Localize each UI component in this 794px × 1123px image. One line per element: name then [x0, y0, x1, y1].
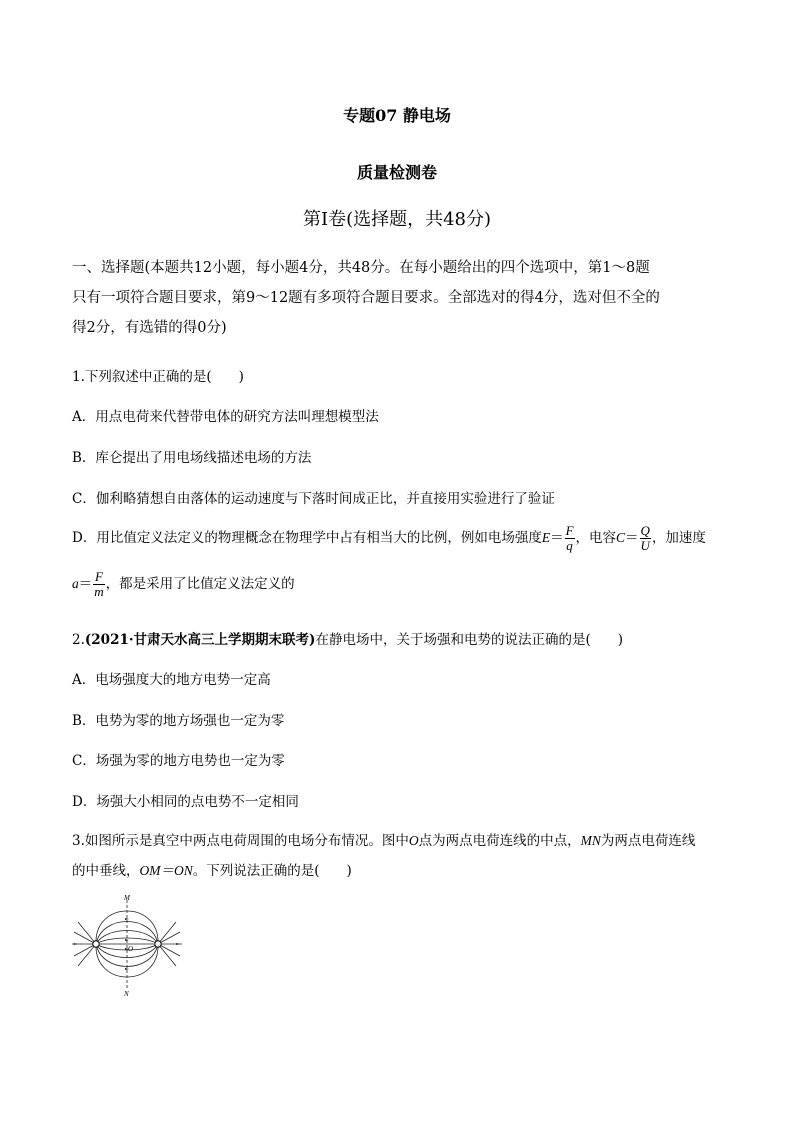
instructions-line: 一、选择题(本题共12小题，每小题4分，共48分。在每小题给出的四个选项中，第1～8题	[72, 260, 650, 276]
symbol-o: O	[408, 833, 419, 848]
section-heading: 第Ⅰ卷(选择题，共48分)	[302, 209, 492, 230]
question-2-option-c: C．场强为零的地方电势也一定为零	[72, 753, 285, 769]
symbol-mn: MN	[580, 833, 601, 848]
question-3-stem-line1	[72, 829, 695, 849]
question-1-option-d	[72, 524, 706, 553]
question-text: 点为两点电荷连线的中点，	[418, 833, 581, 849]
question-2-option-a: A．电场强度大的地方电势一定高	[72, 672, 271, 688]
label-n: N	[124, 990, 129, 998]
question-2-stem	[72, 628, 623, 648]
label-o: O	[128, 945, 134, 953]
option-d-text: D．用比值定义法定义的物理概念在物理学中占有相当大的比例，例如电场强度	[72, 530, 542, 546]
question-2-option-d: D．场强大小相同的点电势不一定相同	[72, 794, 299, 810]
symbol-c: C	[616, 530, 626, 545]
electric-field-diagram	[68, 892, 186, 1000]
question-2-option-b: B．电势为零的地方场强也一定为零	[72, 713, 285, 729]
question-1-stem: 1.下列叙述中正确的是( )	[72, 369, 244, 385]
question-3-stem-line2	[72, 859, 352, 879]
symbol-a: a	[72, 576, 79, 591]
question-1-option-a: A．用点电荷来代替带电体的研究方法叫理想模型法	[72, 409, 379, 425]
equals-sign: ＝	[78, 576, 93, 592]
instructions-line: 得2分，有选错的得0分)	[72, 320, 227, 336]
label-m: M	[124, 894, 130, 902]
option-d-text: ，都是采用了比值定义法定义的	[105, 576, 295, 592]
question-text: 。下列说法正确的是( )	[192, 863, 352, 879]
fraction-q-over-u: $\frac{Q}{U}$	[640, 523, 650, 553]
question-text: 的中垂线，	[72, 863, 140, 879]
equals-sign: ＝	[625, 530, 639, 546]
question-source: (2021·甘肃天水高三上学期期末联考)	[84, 632, 316, 648]
symbol-e: E	[541, 530, 551, 545]
option-d-text: ，电容	[575, 530, 617, 546]
option-d-text: ，加速度	[651, 530, 706, 546]
equals-sign: ＝	[550, 530, 564, 546]
question-1-option-b: B．库仑提出了用电场线描述电场的方法	[72, 450, 312, 466]
fraction-f-over-m: $\frac{F}{m}$	[94, 569, 104, 599]
equation-om-on: OM＝ON	[139, 863, 193, 878]
instructions-line: 只有一项符合题目要求，第9～12题有多项符合题目要求。全部选对的得4分，选对但不全的	[72, 290, 660, 306]
question-number: 2.	[72, 632, 85, 648]
doc-title: 专题07 静电场	[343, 106, 451, 125]
question-text: 在静电场中，关于场强和电势的说法正确的是( )	[315, 632, 623, 648]
question-1-option-d-cont	[72, 570, 295, 599]
question-text: 3.如图所示是真空中两点电荷周围的电场分布情况。图中	[72, 833, 409, 849]
doc-subtitle: 质量检测卷	[356, 163, 437, 182]
question-1-option-c: C．伽利略猜想自由落体的运动速度与下落时间成正比，并直接用实验进行了验证	[72, 491, 555, 507]
question-text: 为两点电荷连线	[600, 833, 696, 849]
fraction-f-over-q: $\frac{F}{q}$	[565, 523, 574, 553]
